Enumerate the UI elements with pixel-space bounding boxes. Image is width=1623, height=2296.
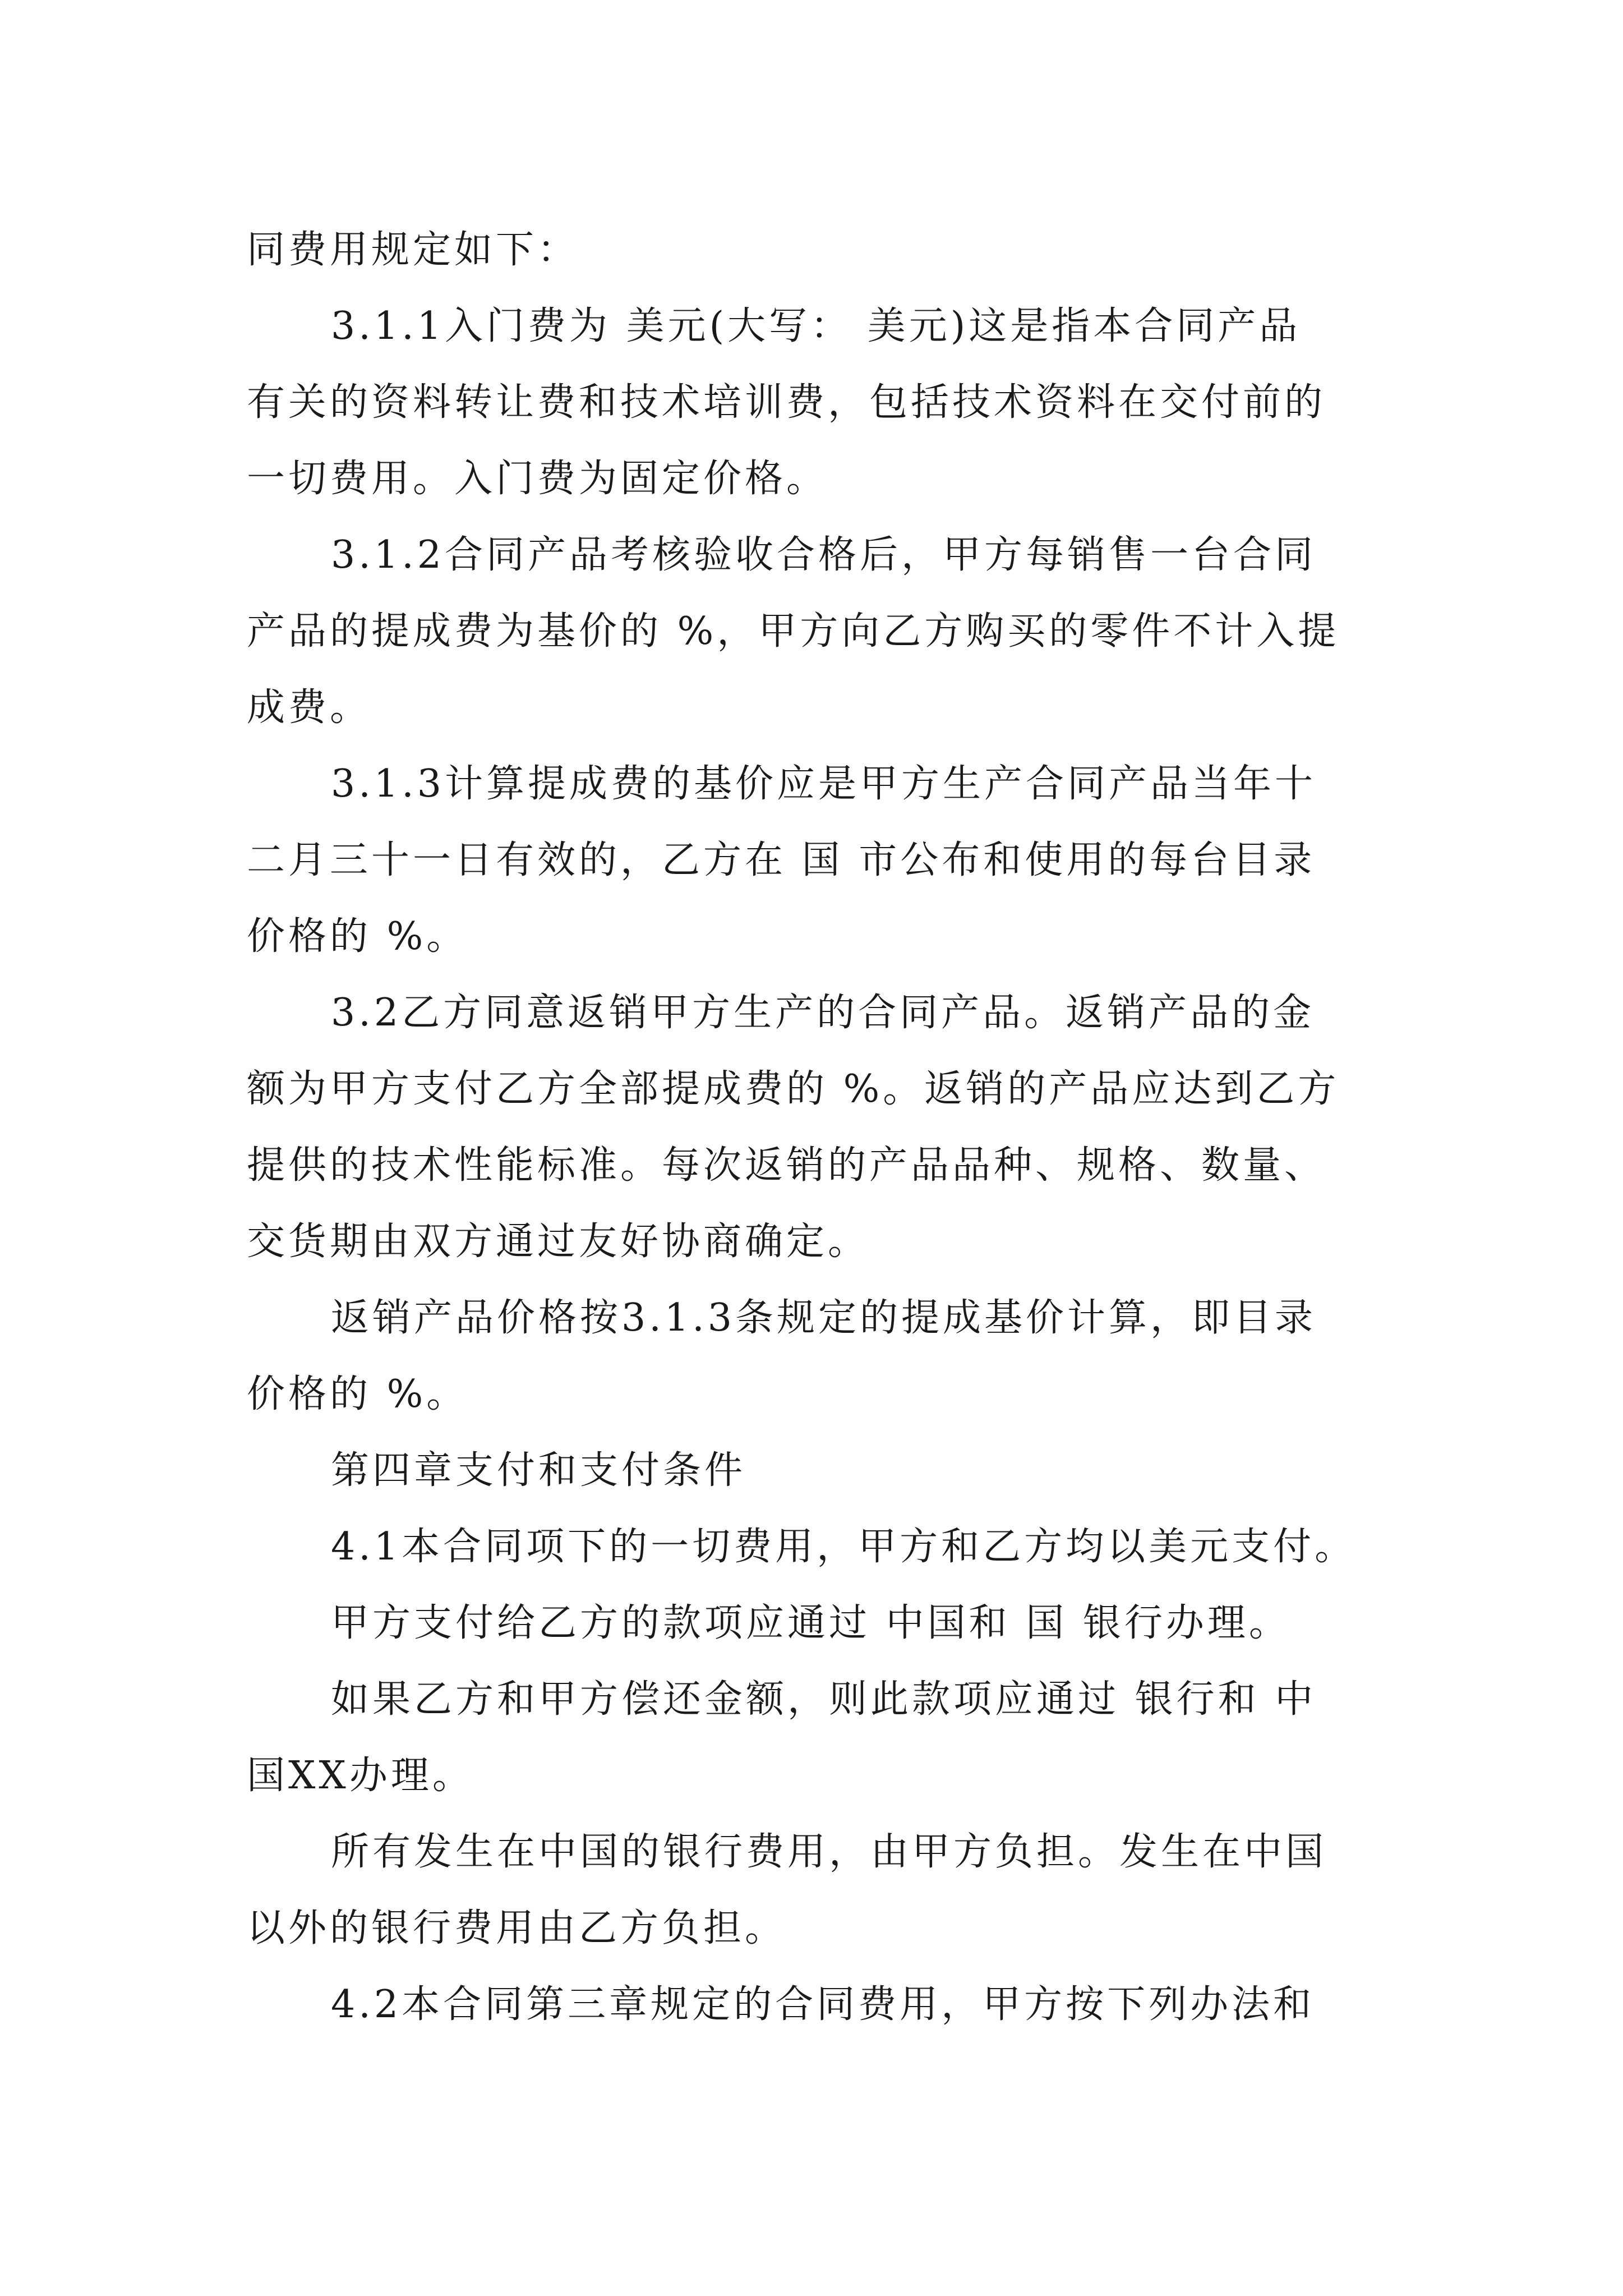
contract-body-text [247, 212, 1391, 2043]
text-line: 以外的银行费用由乙方负担。 [247, 1906, 787, 1950]
text-line: 二月三十一日有效的，乙方在 国 市公布和使用的每台目录 [247, 838, 1316, 882]
text-line: 第四章支付和支付条件 [331, 1448, 746, 1493]
text-line: 成费。 [247, 685, 372, 730]
text-line: 如果乙方和甲方偿还金额，则此款项应通过 银行和 中 [331, 1677, 1317, 1722]
text-line: 甲方支付给乙方的款项应通过 中国和 国 银行办理。 [331, 1601, 1290, 1645]
text-line: 价格的 %。 [247, 1372, 468, 1416]
text-line: 所有发生在中国的银行费用，由甲方负担。发生在中国 [331, 1830, 1327, 1874]
text-line: 3.2乙方同意返销甲方生产的合同产品。返销产品的金 [331, 991, 1315, 1035]
text-line: 交货期由双方通过友好协商确定。 [247, 1220, 870, 1264]
text-line: 4.1本合同项下的一切费用，甲方和乙方均以美元支付。 [331, 1525, 1357, 1569]
text-line: 返销产品价格按3.1.3条规定的提成基价计算，即目录 [331, 1296, 1317, 1340]
text-line: 3.1.2合同产品考核验收合格后，甲方每销售一台合同 [331, 533, 1317, 577]
text-line: 价格的 %。 [247, 914, 468, 959]
text-line: 3.1.1入门费为 美元(大写： 美元)这是指本合同产品 [331, 304, 1301, 348]
text-line: 4.2本合同第三章规定的合同费用，甲方按下列办法和 [331, 1982, 1315, 2027]
text-line: 一切费用。入门费为固定价格。 [247, 457, 828, 501]
text-line: 提供的技术性能标准。每次返销的产品品种、规格、数量、 [247, 1143, 1326, 1188]
text-line: 产品的提成费为基价的 %，甲方向乙方购买的零件不计入提 [247, 609, 1340, 654]
text-line: 额为甲方支付乙方全部提成费的 %。返销的产品应达到乙方 [247, 1067, 1340, 1111]
text-line: 同费用规定如下： [247, 228, 579, 272]
text-line: 有关的资料转让费和技术培训费，包括技术资料在交付前的 [247, 380, 1326, 425]
text-line: 3.1.3计算提成费的基价应是甲方生产合同产品当年十 [331, 762, 1317, 806]
text-line: 国XX办理。 [247, 1754, 474, 1798]
